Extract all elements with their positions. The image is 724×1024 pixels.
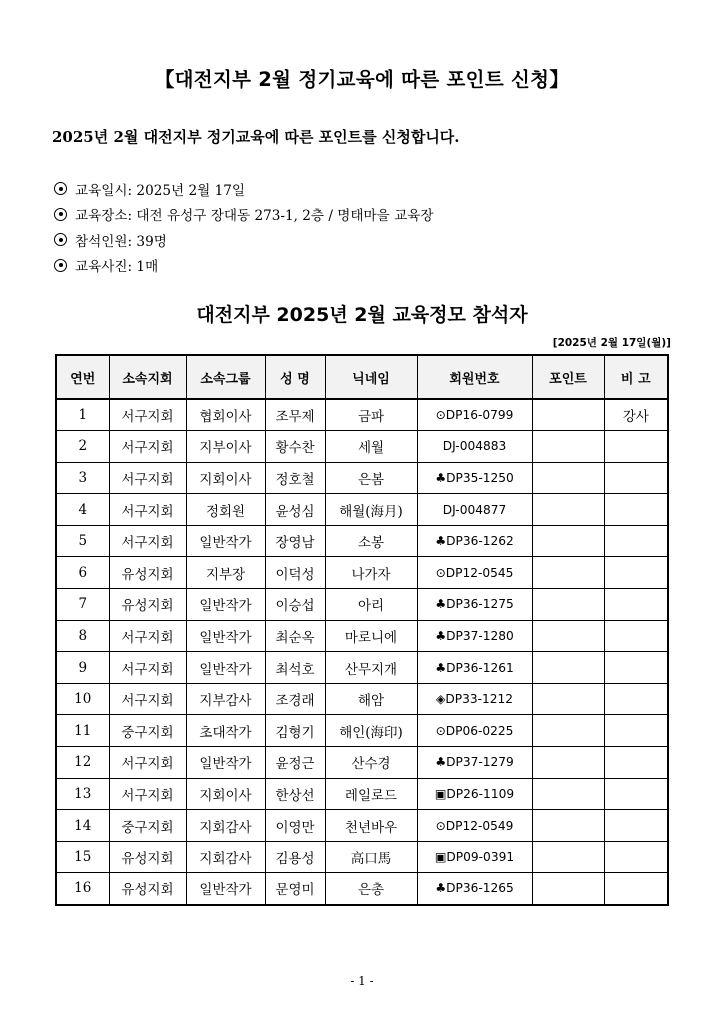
table-row xyxy=(56,431,668,463)
cell-member-number: DJ-004877 xyxy=(417,494,532,526)
cell-nickname: 레일로드 xyxy=(325,778,417,810)
cell-name: 윤성심 xyxy=(265,494,325,526)
cell-remarks xyxy=(604,873,668,905)
cell-nickname: 해인(海印) xyxy=(325,715,417,747)
cell-group: 초대작가 xyxy=(186,715,265,747)
cell-points xyxy=(532,841,604,873)
info-location-text: 교육장소: 대전 유성구 장대동 273-1, 2층 / 명태마을 교육장 xyxy=(75,208,434,225)
cell-points xyxy=(532,810,604,842)
cell-member-number: ♣DP36-1261 xyxy=(417,652,532,684)
cell-branch: 서구지회 xyxy=(109,462,186,494)
cell-group: 일반작가 xyxy=(186,873,265,905)
table-row xyxy=(56,810,668,842)
header-nickname: 닉네임 xyxy=(325,355,417,399)
cell-remarks: 강사 xyxy=(604,399,668,431)
cell-nickname: 아리 xyxy=(325,589,417,621)
cell-points xyxy=(532,589,604,621)
table-row xyxy=(56,494,668,526)
cell-seq: 8 xyxy=(56,620,109,652)
cell-group: 일반작가 xyxy=(186,620,265,652)
cell-seq: 10 xyxy=(56,683,109,715)
cell-branch: 서구지회 xyxy=(109,683,186,715)
cell-name: 한상선 xyxy=(265,778,325,810)
cell-member-number: ▣DP09-0391 xyxy=(417,841,532,873)
circle-dot-bullet-icon xyxy=(54,182,67,195)
header-remarks: 비 고 xyxy=(604,355,668,399)
cell-branch: 중구지회 xyxy=(109,715,186,747)
header-branch: 소속지회 xyxy=(109,355,186,399)
info-item-attendance xyxy=(52,227,434,253)
cell-seq: 11 xyxy=(56,715,109,747)
cell-remarks xyxy=(604,715,668,747)
cell-group: 지부장 xyxy=(186,557,265,589)
cell-nickname: 금파 xyxy=(325,399,417,431)
cell-points xyxy=(532,715,604,747)
cell-branch: 서구지회 xyxy=(109,747,186,779)
cell-name: 조무제 xyxy=(265,399,325,431)
cell-member-number: ◈DP33-1212 xyxy=(417,683,532,715)
cell-branch: 서구지회 xyxy=(109,431,186,463)
table-header-row xyxy=(56,355,668,399)
cell-group: 지부감사 xyxy=(186,683,265,715)
table-row xyxy=(56,873,668,905)
document-title: 【대전지부 2월 정기교육에 따른 포인트 신청】 xyxy=(154,68,570,91)
cell-points xyxy=(532,525,604,557)
cell-seq: 4 xyxy=(56,494,109,526)
cell-remarks xyxy=(604,747,668,779)
cell-seq: 15 xyxy=(56,841,109,873)
header-name: 성 명 xyxy=(265,355,325,399)
cell-branch: 서구지회 xyxy=(109,620,186,652)
cell-member-number: ♣DP36-1262 xyxy=(417,525,532,557)
page-number: - 1 - xyxy=(350,974,374,988)
cell-remarks xyxy=(604,462,668,494)
cell-points xyxy=(532,462,604,494)
cell-member-number: ▣DP26-1109 xyxy=(417,778,532,810)
cell-group: 협회이사 xyxy=(186,399,265,431)
cell-points xyxy=(532,873,604,905)
cell-seq: 16 xyxy=(56,873,109,905)
cell-remarks xyxy=(604,683,668,715)
table-row xyxy=(56,747,668,779)
cell-group: 일반작가 xyxy=(186,525,265,557)
table-row xyxy=(56,589,668,621)
table-row xyxy=(56,778,668,810)
table-row xyxy=(56,715,668,747)
cell-branch: 중구지회 xyxy=(109,810,186,842)
cell-remarks xyxy=(604,431,668,463)
cell-member-number: ⊙DP12-0549 xyxy=(417,810,532,842)
circle-dot-bullet-icon xyxy=(54,259,67,272)
info-attendance-text: 참석인원: 39명 xyxy=(75,233,167,250)
cell-name: 이덕성 xyxy=(265,557,325,589)
cell-branch: 서구지회 xyxy=(109,525,186,557)
cell-points xyxy=(532,652,604,684)
info-item-location xyxy=(52,202,434,228)
cell-member-number: ♣DP37-1279 xyxy=(417,747,532,779)
cell-points xyxy=(532,494,604,526)
cell-points xyxy=(532,778,604,810)
header-group: 소속그룹 xyxy=(186,355,265,399)
cell-nickname: 산무지개 xyxy=(325,652,417,684)
cell-nickname: 산수경 xyxy=(325,747,417,779)
table-title: 대전지부 2025년 2월 교육정모 참석자 xyxy=(196,304,528,326)
cell-name: 조경래 xyxy=(265,683,325,715)
cell-group: 지회감사 xyxy=(186,810,265,842)
table-row xyxy=(56,557,668,589)
cell-branch: 유성지회 xyxy=(109,557,186,589)
cell-points xyxy=(532,431,604,463)
cell-remarks xyxy=(604,810,668,842)
cell-group: 정회원 xyxy=(186,494,265,526)
cell-points xyxy=(532,683,604,715)
cell-seq: 9 xyxy=(56,652,109,684)
cell-name: 김형기 xyxy=(265,715,325,747)
cell-branch: 서구지회 xyxy=(109,399,186,431)
cell-member-number: ⊙DP12-0545 xyxy=(417,557,532,589)
cell-branch: 유성지회 xyxy=(109,873,186,905)
cell-seq: 13 xyxy=(56,778,109,810)
cell-group: 지회이사 xyxy=(186,778,265,810)
cell-name: 최순옥 xyxy=(265,620,325,652)
cell-nickname: 천년바우 xyxy=(325,810,417,842)
cell-name: 정호철 xyxy=(265,462,325,494)
cell-points xyxy=(532,399,604,431)
cell-remarks xyxy=(604,589,668,621)
cell-name: 이영만 xyxy=(265,810,325,842)
cell-group: 지회이사 xyxy=(186,462,265,494)
table-row xyxy=(56,620,668,652)
info-item-date xyxy=(52,176,434,202)
cell-remarks xyxy=(604,494,668,526)
cell-seq: 6 xyxy=(56,557,109,589)
header-member-number: 회원번호 xyxy=(417,355,532,399)
cell-points xyxy=(532,747,604,779)
info-date-text: 교육일시: 2025년 2월 17일 xyxy=(75,182,246,199)
cell-seq: 14 xyxy=(56,810,109,842)
cell-name: 김용성 xyxy=(265,841,325,873)
cell-nickname: 은총 xyxy=(325,873,417,905)
cell-remarks xyxy=(604,620,668,652)
circle-dot-bullet-icon xyxy=(54,233,67,246)
cell-nickname: 해월(海月) xyxy=(325,494,417,526)
cell-branch: 서구지회 xyxy=(109,778,186,810)
cell-remarks xyxy=(604,557,668,589)
cell-branch: 유성지회 xyxy=(109,841,186,873)
cell-group: 지회감사 xyxy=(186,841,265,873)
cell-group: 일반작가 xyxy=(186,747,265,779)
header-seq: 연번 xyxy=(56,355,109,399)
cell-remarks xyxy=(604,841,668,873)
cell-nickname: 소봉 xyxy=(325,525,417,557)
cell-nickname: 나가자 xyxy=(325,557,417,589)
cell-seq: 7 xyxy=(56,589,109,621)
cell-remarks xyxy=(604,525,668,557)
info-photos-text: 교육사진: 1매 xyxy=(75,259,159,276)
info-item-photos xyxy=(52,253,434,279)
cell-name: 황수찬 xyxy=(265,431,325,463)
cell-branch: 유성지회 xyxy=(109,589,186,621)
cell-name: 이승섭 xyxy=(265,589,325,621)
cell-member-number: ♣DP36-1275 xyxy=(417,589,532,621)
table-row xyxy=(56,652,668,684)
cell-seq: 12 xyxy=(56,747,109,779)
cell-member-number: ♣DP37-1280 xyxy=(417,620,532,652)
table-row xyxy=(56,525,668,557)
circle-dot-bullet-icon xyxy=(54,208,67,221)
cell-branch: 서구지회 xyxy=(109,652,186,684)
cell-seq: 1 xyxy=(56,399,109,431)
cell-nickname: 高口馬 xyxy=(325,841,417,873)
header-points: 포인트 xyxy=(532,355,604,399)
cell-branch: 서구지회 xyxy=(109,494,186,526)
cell-seq: 3 xyxy=(56,462,109,494)
cell-seq: 5 xyxy=(56,525,109,557)
cell-nickname: 은봄 xyxy=(325,462,417,494)
cell-remarks xyxy=(604,652,668,684)
cell-member-number: DJ-004883 xyxy=(417,431,532,463)
cell-nickname: 해암 xyxy=(325,683,417,715)
table-row xyxy=(56,462,668,494)
cell-member-number: ⊙DP16-0799 xyxy=(417,399,532,431)
cell-points xyxy=(532,557,604,589)
cell-member-number: ⊙DP06-0225 xyxy=(417,715,532,747)
cell-group: 일반작가 xyxy=(186,589,265,621)
cell-name: 문영미 xyxy=(265,873,325,905)
table-date: [2025년 2월 17일(월)] xyxy=(552,337,671,349)
cell-name: 윤정근 xyxy=(265,747,325,779)
education-info-list xyxy=(52,176,434,278)
attendee-table xyxy=(55,354,669,906)
table-row xyxy=(56,399,668,431)
cell-name: 장영남 xyxy=(265,525,325,557)
table-row xyxy=(56,683,668,715)
cell-group: 일반작가 xyxy=(186,652,265,684)
cell-points xyxy=(532,620,604,652)
cell-remarks xyxy=(604,778,668,810)
cell-seq: 2 xyxy=(56,431,109,463)
cell-member-number: ♣DP35-1250 xyxy=(417,462,532,494)
intro-text: 2025년 2월 대전지부 정기교육에 따른 포인트를 신청합니다. xyxy=(52,128,460,146)
cell-nickname: 세월 xyxy=(325,431,417,463)
cell-nickname: 마로니에 xyxy=(325,620,417,652)
table-row xyxy=(56,841,668,873)
cell-group: 지부이사 xyxy=(186,431,265,463)
cell-member-number: ♣DP36-1265 xyxy=(417,873,532,905)
cell-name: 최석호 xyxy=(265,652,325,684)
